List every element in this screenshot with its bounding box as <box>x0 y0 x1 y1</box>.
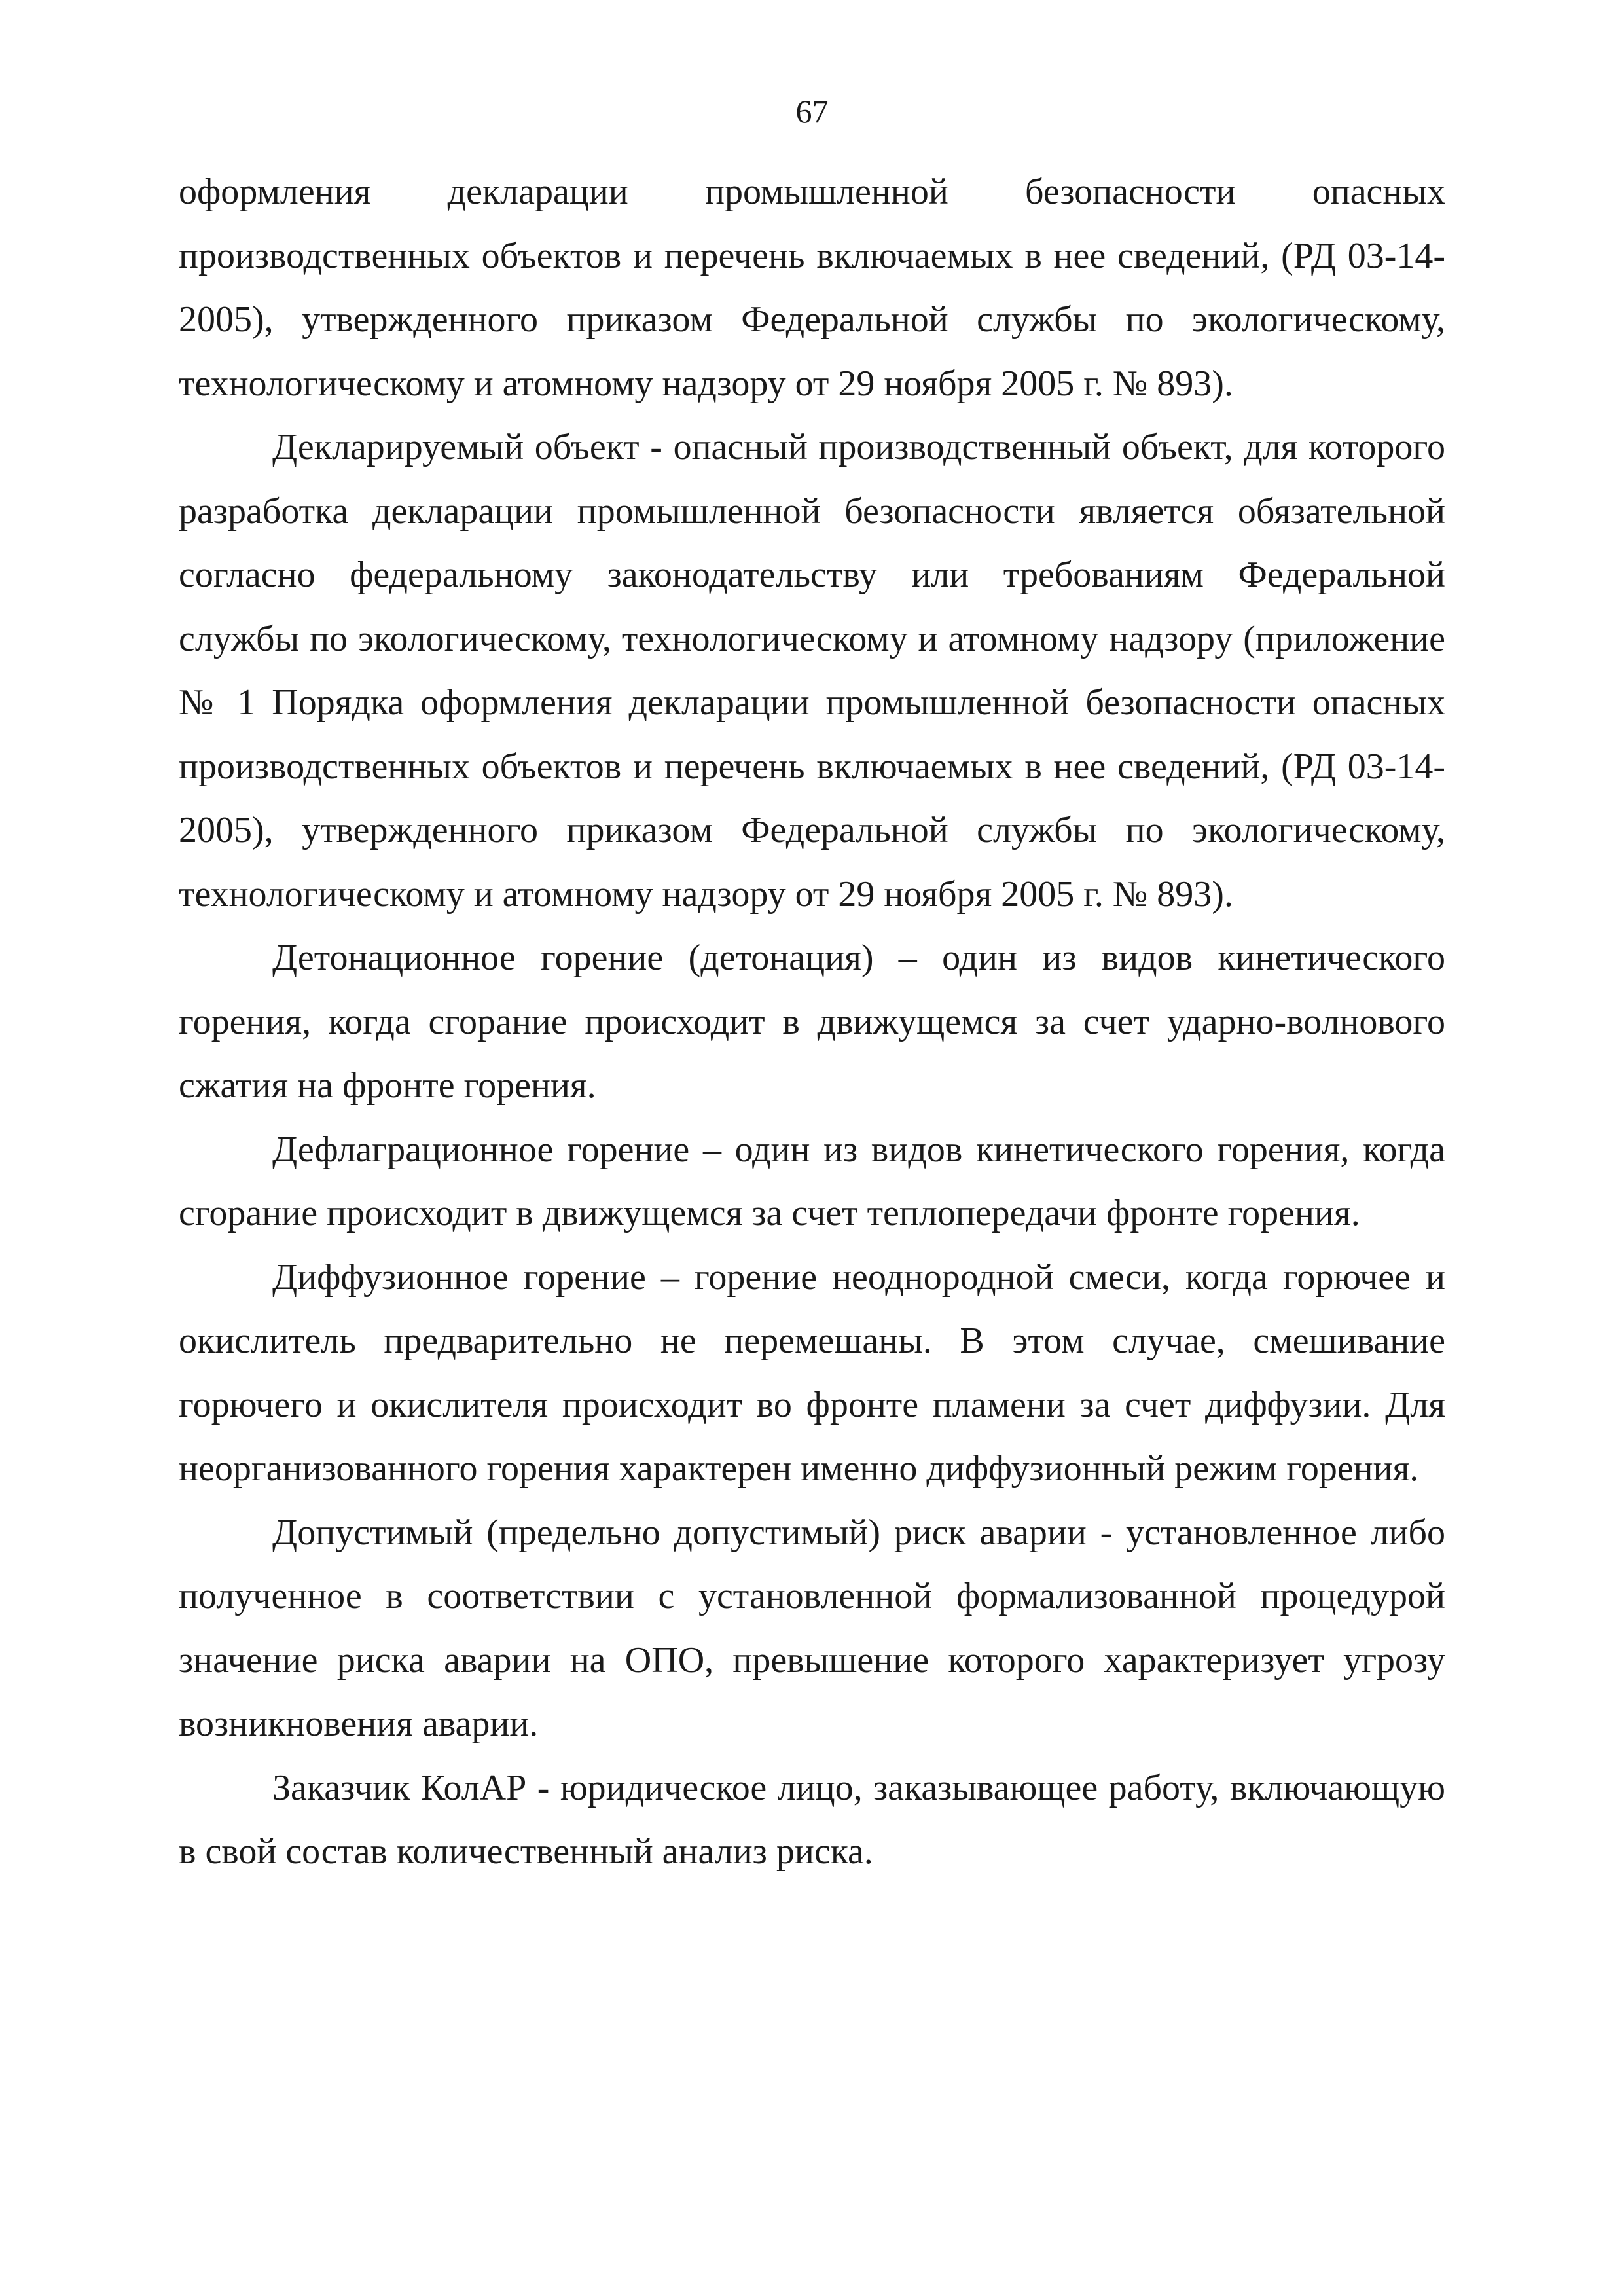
paragraph-deflagration-combustion: Дефлаграционное горение – один из видов кинетического горения, когда сгорание происходит в движущемся за счет теплопередачи фронте горения. <box>179 1129 1445 1233</box>
paragraph-diffusion-combustion: Диффузионное горение – горение неоднородной смеси, когда горючее и окислитель предварительно не перемешаны. В этом случае, смешивание горючего и окислителя происходит во фронте пламени за счет диффузии. Для неорганизованного горения характерен именно диффузионный режим горения. <box>179 1256 1445 1489</box>
paragraph-continuation: оформления декларации промышленной безопасности опасных производственных объектов и перечень включаемых в нее сведений, (РД 03-14-2005), утвержденного приказом Федеральной службы по экологическому, технологическому и атомному надзору от 29 ноября 2005 г. № 893). <box>179 172 1445 404</box>
document-body <box>179 160 1445 1884</box>
paragraph-acceptable-risk: Допустимый (предельно допустимый) риск аварии - установленное либо полученное в соответствии с установленной формализованной процедурой значение риска аварии на ОПО, превышение которого характеризует угрозу возникновения аварии. <box>179 1512 1445 1744</box>
paragraph-detonation-combustion: Детонационное горение (детонация) – один из видов кинетического горения, когда сгорание происходит в движущемся за счет ударно-волнового сжатия на фронте горения. <box>179 938 1445 1106</box>
paragraph-declared-object: Декларируемый объект - опасный производственный объект, для которого разработка декларации промышленной безопасности является обязательной согласно федеральному законодательству или требованиям Федеральной службы по экологическому, технологическому и атомному надзору (приложение № 1 Порядка оформления декларации промышленной безопасности опасных производственных объектов и перечень включаемых в нее сведений, (РД 03-14-2005), утвержденного приказом Федеральной службы по экологическому, технологическому и атомному надзору от 29 ноября 2005 г. № 893). <box>179 427 1445 915</box>
paragraph-customer-qra: Заказчик КолАР - юридическое лицо, заказывающее работу, включающую в свой состав количественный анализ риска. <box>179 1767 1445 1872</box>
page-number: 67 <box>795 93 829 130</box>
